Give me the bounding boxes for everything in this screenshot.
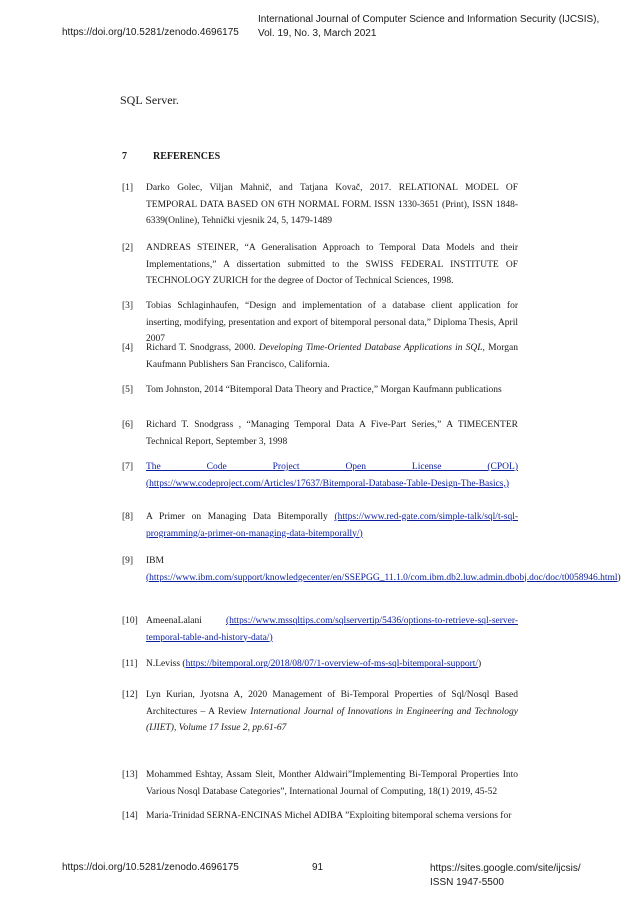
reference-number: [8] [122, 512, 134, 522]
reference-title-italic: Developing Time-Oriented Database Applications in SQL [258, 343, 483, 353]
reference-number: [7] [122, 462, 134, 472]
reference-text: Tobias Schlaginhaufen, “Design and implementation of a database client application for inserting, modifying, presentation and export of bitemporal personal data,” Diploma Thesis, April 2007 [146, 301, 518, 344]
reference-9 [122, 553, 621, 586]
reference-2 [122, 240, 518, 290]
reference-text-pre: N.Leviss ( [146, 659, 186, 669]
reference-number: [9] [122, 556, 134, 566]
reference-number: [1] [122, 183, 134, 193]
reference-5 [122, 382, 518, 399]
reference-14 [122, 808, 518, 825]
reference-6 [122, 417, 518, 450]
reference-text [146, 656, 518, 673]
header-doi: https://doi.org/10.5281/zenodo.4696175 [62, 27, 239, 38]
reference-link[interactable]: https://bitemporal.org/2018/08/07/1-overview-of-ms-sql-bitemporal-support/ [185, 659, 479, 669]
reference-text [146, 509, 518, 542]
reference-text [146, 553, 621, 586]
header-journal [258, 13, 599, 41]
section-title: REFERENCES [153, 151, 221, 162]
reference-number: [2] [122, 243, 134, 253]
reference-text [146, 459, 518, 492]
reference-text-pre: Richard T. Snodgrass, 2000. [146, 343, 259, 353]
footer-page-number: 91 [312, 862, 324, 873]
reference-text-post: ) [617, 572, 621, 583]
header-journal-line1: International Journal of Computer Science and Information Security (IJCSIS), [258, 14, 600, 25]
section-number: 7 [122, 151, 127, 162]
reference-text-pre: A Primer on Managing Data Bitemporally [146, 512, 335, 522]
reference-link[interactable]: (https://www.mssqltips.com/sqlservertip/5436/options-to-retrieve-sql-server-temporal-table-and-history-data/) [146, 616, 518, 643]
reference-number: [5] [122, 385, 134, 395]
reference-text: Tom Johnston, 2014 “Bitemporal Data Theory and Practice,” Morgan Kaufmann publications [146, 385, 502, 395]
reference-number: [12] [122, 690, 138, 700]
reference-number: [4] [122, 343, 134, 353]
reference-12 [122, 687, 518, 737]
reference-1 [122, 180, 518, 230]
reference-text-post: , Morgan Kaufmann Publishers San Francisco, California. [146, 343, 519, 370]
reference-text: Darko Golec, Viljan Mahnič, and Tatjana Kovač, 2017. RELATIONAL MODEL OF TEMPORAL DATA BASED ON 6TH NORMAL FORM. ISSN 1330-3651 (Print), ISSN 1848-6339(Online), Tehnički vjesnik 24, 5, 1479-1489 [146, 183, 518, 226]
footer-issn: ISSN 1947-5500 [430, 877, 504, 888]
reference-text: Richard T. Snodgrass , “Managing Temporal Data A Five-Part Series,” A TIMECENTER Technical Report, September 3, 1998 [146, 420, 518, 447]
reference-text [146, 613, 518, 646]
footer-site [430, 862, 581, 890]
footer-site-url: https://sites.google.com/site/ijcsis/ [430, 863, 581, 874]
reference-number: [13] [122, 770, 138, 780]
reference-link[interactable]: (https://www.red-gate.com/simple-talk/sql/t-sql-programming/a-primer-on-managing-data-bitemporally/) [146, 512, 518, 539]
reference-13 [122, 767, 518, 800]
reference-text: Maria-Trinidad SERNA-ENCINAS Michel ADIBA ”Exploiting bitemporal schema versions for [146, 811, 512, 821]
reference-7 [122, 459, 518, 492]
footer-doi: https://doi.org/10.5281/zenodo.4696175 [62, 862, 239, 873]
reference-link[interactable]: (https://www.ibm.com/support/knowledgecenter/en/SSEPGG_11.1.0/com.ibm.db2.luw.admin.dbobj.doc/doc/t0058946.html [146, 572, 618, 583]
header-journal-line2: Vol. 19, No. 3, March 2021 [258, 28, 377, 39]
reference-number: [10] [122, 616, 138, 626]
reference-10 [122, 613, 518, 646]
reference-text [146, 687, 518, 737]
reference-text: Mohammed Eshtay, Assam Sleit, Monther Aldwairi”Implementing Bi-Temporal Properties Into Various Nosql Database Categories”, International Journal of Computing, 18(1) 2019, 45-52 [146, 770, 518, 797]
reference-text [146, 340, 518, 373]
reference-number: [3] [122, 301, 134, 311]
reference-link-title[interactable]: The Code Project Open License (CPOL) [146, 462, 518, 472]
reference-4 [122, 340, 518, 373]
reference-11 [122, 656, 518, 673]
reference-number: [6] [122, 420, 134, 430]
reference-link[interactable]: (https://www.codeproject.com/Articles/17637/Bitemporal-Database-Table-Design-The-Basics,) [146, 478, 510, 489]
reference-journal-italic: International Journal of Innovations in Engineering and Technology (IJIET), Volume 17 Issue 2, pp.61-67 [146, 706, 518, 733]
reference-text-pre: AmeenaLalani [146, 616, 226, 626]
reference-text-pre: Lyn Kurian, Jyotsna A, 2020 Management of Bi-Temporal Properties of Sql/Nosql Based Architectures – A Review [146, 690, 518, 717]
reference-number: [11] [122, 659, 138, 669]
reference-text: ANDREAS STEINER, “A Generalisation Approach to Temporal Data Models and their Implementations,” A dissertation submitted to the SWISS FEDERAL INSTITUTE OF TECHNOLOGY ZURICH for the degree of Doctor of Technical Sciences, 1998. [146, 243, 518, 286]
reference-text-post: ) [478, 659, 482, 669]
reference-number: [14] [122, 811, 138, 821]
reference-text-pre: IBM [146, 556, 164, 566]
reference-8 [122, 509, 518, 542]
intro-text: SQL Server. [120, 93, 179, 107]
